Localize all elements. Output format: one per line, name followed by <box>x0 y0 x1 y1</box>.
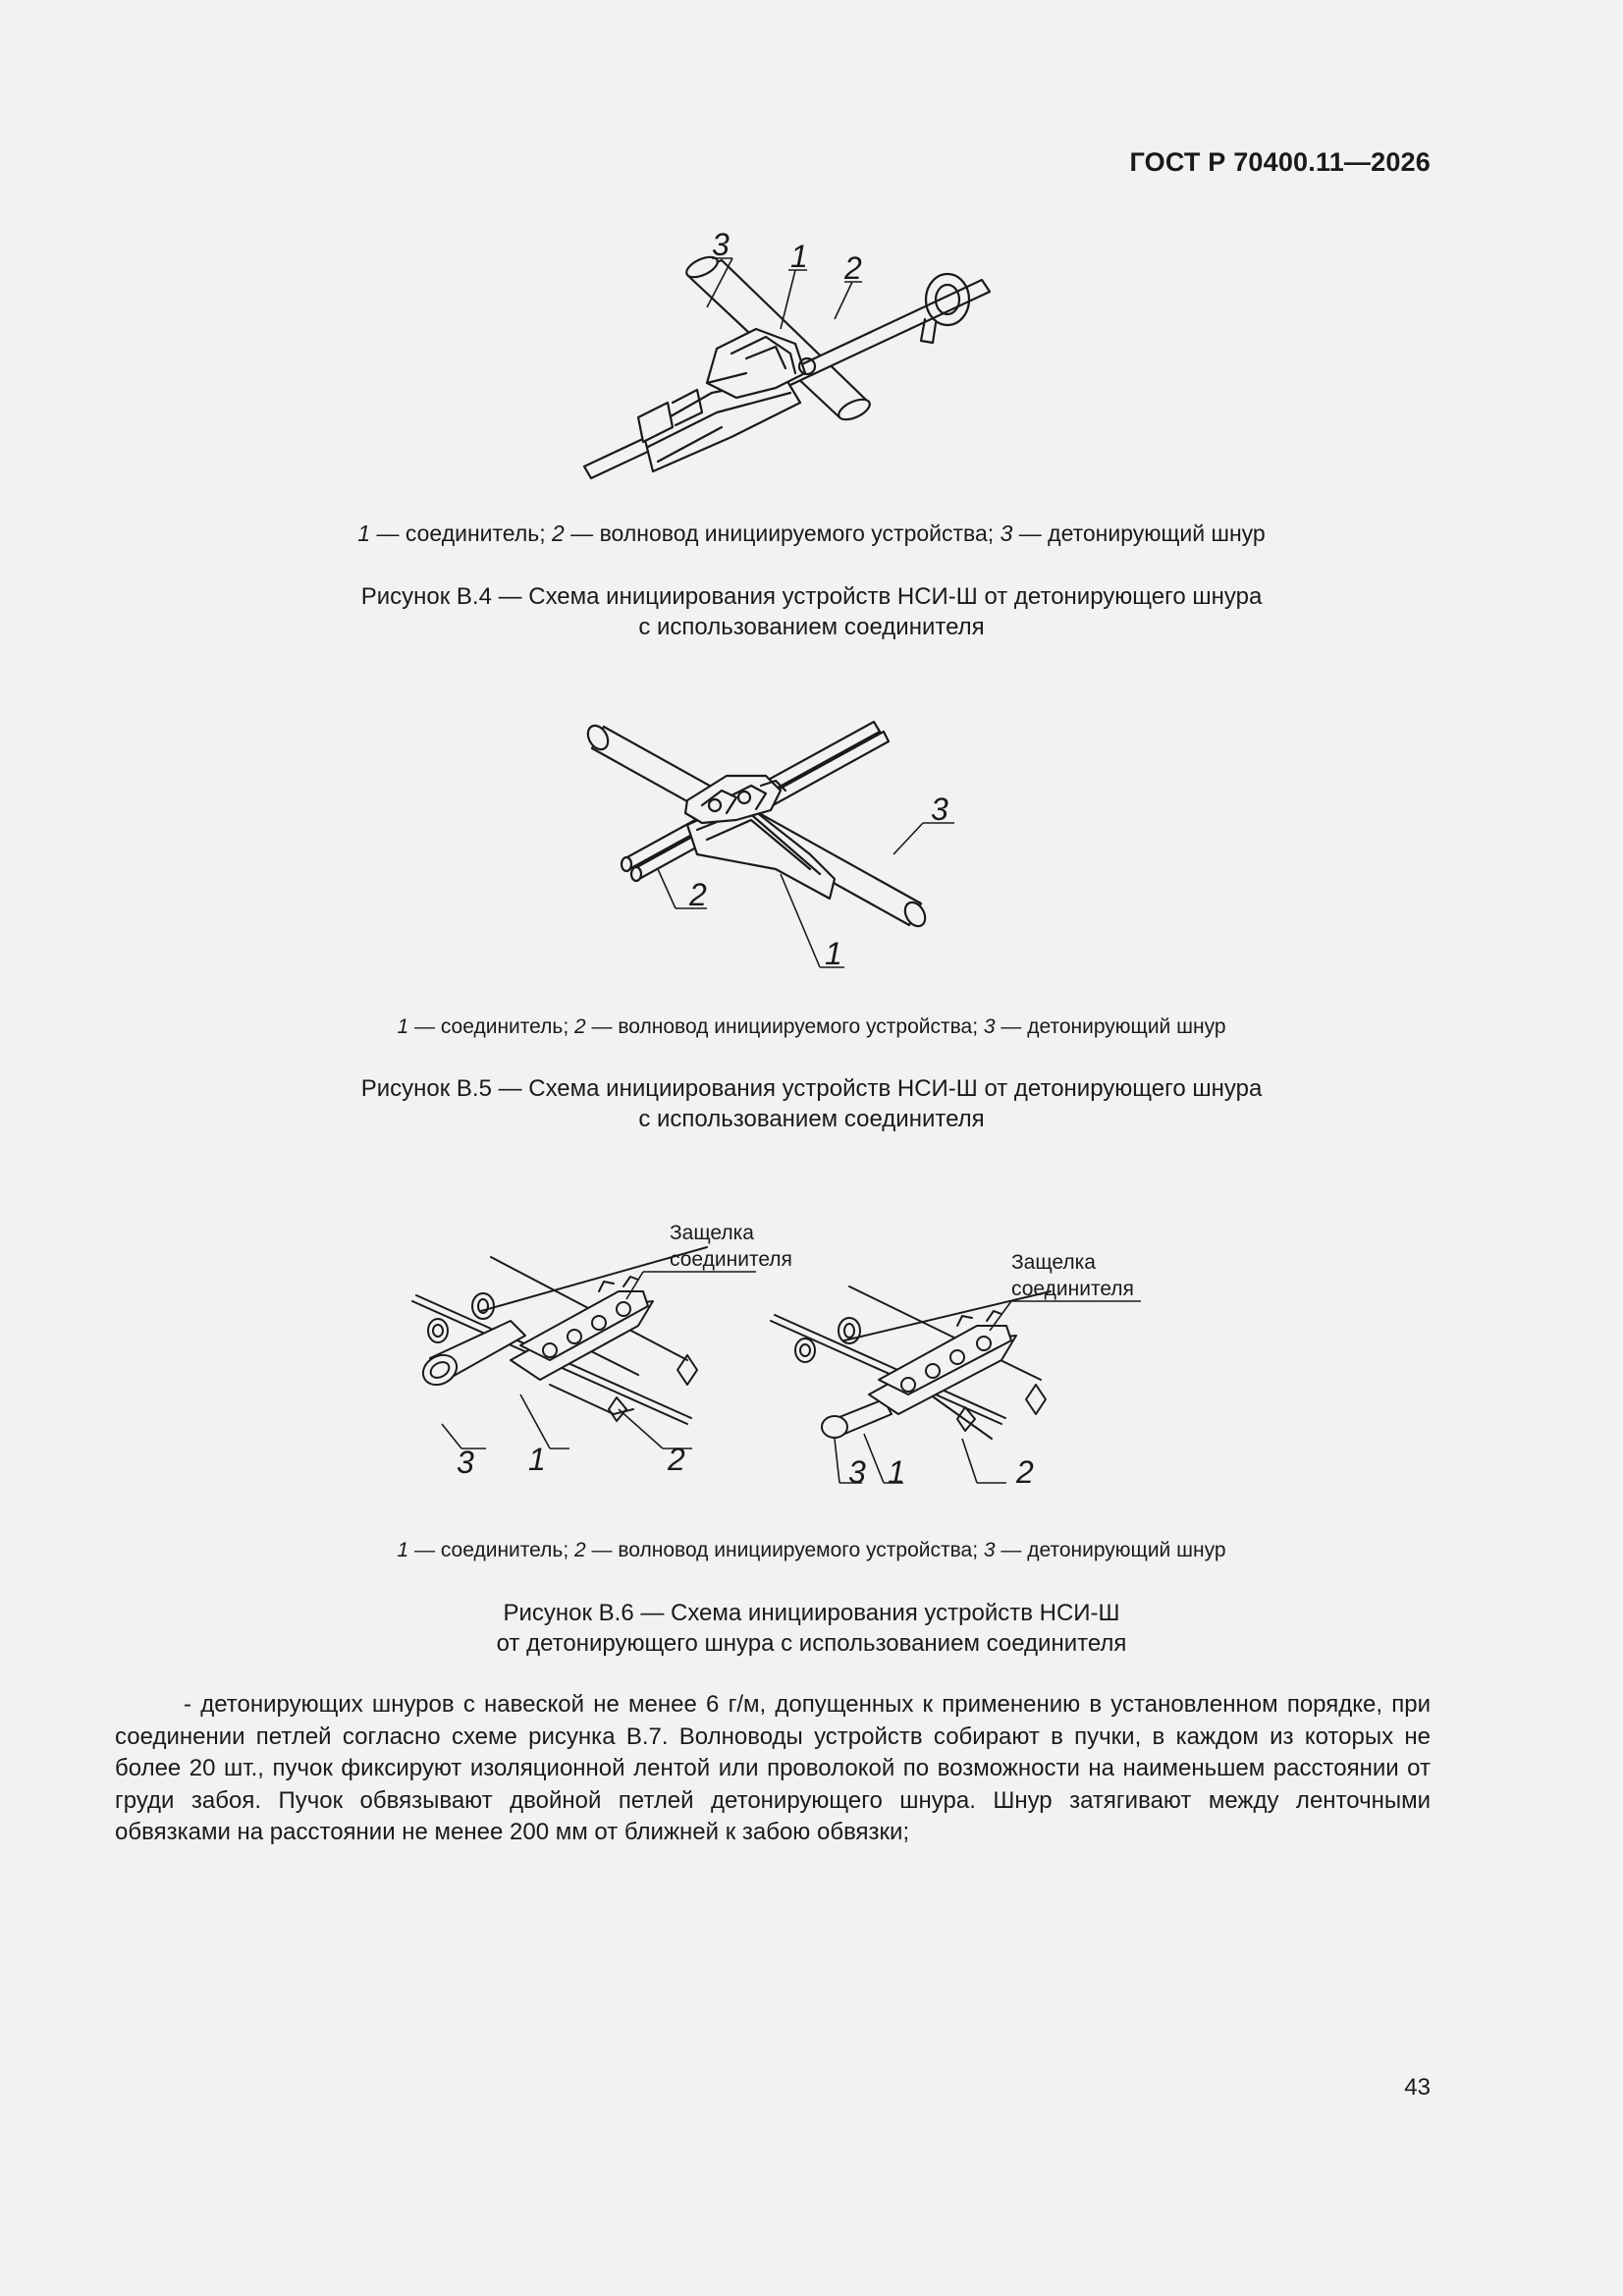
figure-b6-right-latch-line1: Защелка <box>1011 1251 1096 1274</box>
figure-b6-right-latch-line2: соединителя <box>1011 1278 1134 1300</box>
figure-b6-left-drawing <box>403 1213 815 1483</box>
page-number: 43 <box>1404 2074 1431 2101</box>
figure-b4-label-1: 1 <box>790 239 808 274</box>
figure-b4-label-3: 3 <box>712 227 730 262</box>
figure-b6-legend: 1 — соединитель; 2 — волновод инициируемого устройства; 3 — детонирующий шнур <box>397 1539 1226 1561</box>
figure-b4-legend: 1 — соединитель; 2 — волновод инициируемого устройства; 3 — детонирующий шнур <box>357 520 1266 546</box>
body-paragraph: - детонирующих шнуров с навеской не менее 6 г/м, допущенных к применению в установленном порядке, при соединении петлей согласно схеме рисунка В.7. Волноводы устройств собирают в пучки, в каждом из которых не более 20 шт., пучок фиксируют изоляционной лентой или проволокой по возможности на наименьшем расстоянии от груди забоя. Пучок обвязывают двойной петлей детонирующего шнура. Шнур затягивают между ленточными обвязками на расстоянии не менее 200 мм от ближней к забою обвязки; <box>115 1691 1431 1845</box>
figure-b5-label-1: 1 <box>825 936 842 971</box>
figure-b6-right-label-3: 3 <box>848 1454 866 1490</box>
figure-b5-legend: 1 — соединитель; 2 — волновод инициируемого устройства; 3 — детонирующий шнур <box>397 1015 1226 1038</box>
figure-b5-label-3: 3 <box>931 792 948 827</box>
figure-b6-caption: Рисунок В.6 — Схема инициирования устройств НСИ-Ш от детонирующего шнура с использованием соединителя <box>496 1600 1127 1657</box>
figure-b5-drawing <box>579 707 992 987</box>
figure-b5-caption: Рисунок В.5 — Схема инициирования устройств НСИ-Ш от детонирующего шнура с использованием соединителя <box>360 1075 1263 1132</box>
figure-b6-right-label-1: 1 <box>888 1454 905 1490</box>
figure-b6-left-label-1: 1 <box>528 1442 546 1477</box>
figure-b4-caption: Рисунок В.4 — Схема инициирования устройств НСИ-Ш от детонирующего шнура с использованием соединителя <box>360 583 1263 640</box>
figure-b4-drawing <box>550 221 1001 496</box>
figure-b6-left-label-3: 3 <box>457 1445 474 1480</box>
figure-b4-label-2: 2 <box>844 250 862 286</box>
document-code: ГОСТ Р 70400.11—2026 <box>1129 147 1431 177</box>
figure-b6-right-drawing <box>766 1242 1159 1507</box>
figure-b6-left-label-2: 2 <box>668 1442 685 1477</box>
figure-b6-left-latch-line1: Защелка <box>670 1222 754 1244</box>
figure-b6-left-latch-line2: соединителя <box>670 1248 792 1271</box>
figure-b5-label-2: 2 <box>689 877 707 912</box>
figure-b6-right-label-2: 2 <box>1016 1454 1034 1490</box>
